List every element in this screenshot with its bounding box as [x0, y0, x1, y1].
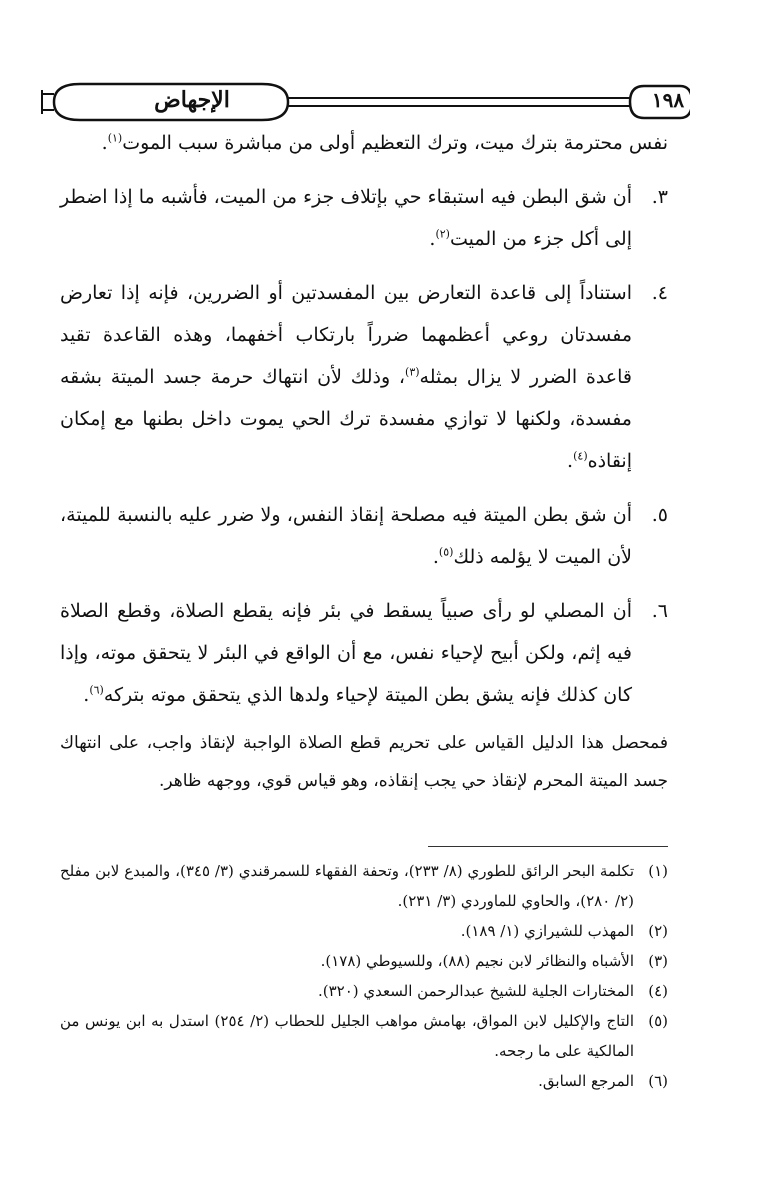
footnote-ref: (٣)	[405, 365, 420, 379]
footnote	[60, 916, 668, 946]
footnote-number: (١)	[648, 862, 668, 880]
footnote	[60, 946, 668, 976]
footnote	[60, 856, 668, 916]
item-number: ٤.	[651, 282, 668, 304]
footnote-number: (٦)	[648, 1072, 668, 1090]
footnote-number: (٣)	[648, 952, 668, 970]
running-header	[40, 78, 690, 126]
list-item: ٣. أن شق البطن فيه استبقاء حي بإتلاف جزء من الميت، فأشبه ما إذا اضطر إلى أكل جزء من الميت$^{(٢)}$.	[60, 176, 668, 272]
footnote-ref: (٤)	[573, 449, 588, 463]
footnote	[60, 1006, 668, 1066]
item-number: ٦.	[651, 600, 668, 622]
footnote-text: تكلمة البحر الرائق للطوري (٨/ ٢٣٣)، وتحفة الفقهاء للسمرقندي (٣/ ٣٤٥)، والمبدع لابن مفلح (٢/ ٢٨٠)، والحاوي للماوردي (٣/ ٢٣١).	[60, 862, 635, 910]
footnote-separator	[428, 846, 668, 847]
item-text: أن المصلي لو رأى صبياً يسقط في بئر فإنه يقطع الصلاة، وقطع الصلاة فيه إثم، ولكن أبيح لإحياء نفس، مع أن الواقع في البئر لا يتحقق موته، وإذا كان كذلك فإنه يشق بطن الميتة لإحياء ولدها الذي يتحقق موته بتركه	[60, 600, 632, 706]
footnote-number: (٥)	[648, 1012, 668, 1030]
footnote-text: المختارات الجلية للشيخ عبدالرحمن السعدي (٣٢٠).	[318, 982, 634, 1000]
footnote-ref: (٦)	[89, 683, 104, 697]
list-item: ٥. أن شق بطن الميتة فيه مصلحة إنقاذ النفس، ولا ضرر عليه بالنسبة للميتة، لأن الميت لا يؤلمه ذلك$^{(٥)}$.	[60, 494, 668, 590]
item-text: استناداً إلى قاعدة التعارض بين المفسدتين أو الضررين، فإنه إذا تعارض مفسدتان روعي أعظمهما ضرراً بارتكاب أخفهما، وهذه القاعدة تقيد قاعدة الضرر لا يزال بمثله	[60, 282, 633, 388]
footnote-text: الأشباه والنظائر لابن نجيم (٨٨)، وللسيوطي (١٧٨).	[320, 952, 634, 970]
footnote-text: التاج والإكليل لابن المواق، بهامش مواهب الجليل للحطاب (٢/ ٢٥٤) استدل به ابن يونس من المالكية على ما رجحه.	[60, 1012, 634, 1060]
footnote-text: المهذب للشيرازي (١/ ١٨٩).	[460, 922, 634, 940]
item-text-continued: ، وذلك لأن انتهاك حرمة جسد الميتة بشقه مفسدة، ولكنها لا توازي مفسدة ترك الحي يموت داخل بطنها مع إمكان إنقاذه	[60, 366, 632, 472]
summary-paragraph: فمحصل هذا الدليل القياس على تحريم قطع الصلاة الواجبة لإنقاذ واجب، على انتهاك جسد الميتة المحرم لإنقاذ حي يجب إنقاذه، وهو قياس قوي، ووجهه ظاهر.	[60, 733, 668, 791]
chapter-title: الإجهاض	[154, 87, 230, 113]
intro-text: نفس محترمة بترك ميت، وترك التعظيم أولى من مباشرة سبب الموت	[122, 132, 668, 154]
paragraph-intro: نفس محترمة بترك ميت، وترك التعظيم أولى من مباشرة سبب الموت$^{(١)}$.	[101, 131, 668, 154]
footnote-ref: (٢)	[435, 227, 450, 241]
footnote-ref: (١)	[107, 131, 123, 145]
list-item: ٦. أن المصلي لو رأى صبياً يسقط في بئر فإنه يقطع الصلاة، وقطع الصلاة فيه إثم، ولكن أبيح لإحياء نفس، مع أن الواقع في البئر لا يتحقق موته، وإذا كان كذلك فإنه يشق بطن الميتة لإحياء ولدها الذي يتحقق موته بتركه$^{(٦)}$.	[60, 590, 668, 728]
item-number: ٥.	[651, 504, 668, 526]
footnote	[60, 1066, 668, 1096]
footnotes	[60, 856, 668, 1096]
footnote	[60, 976, 668, 1006]
page-number: ١٩٨	[651, 88, 685, 112]
footnote-ref: (٥)	[438, 545, 454, 559]
main-text	[60, 122, 668, 812]
item-text: أن شق بطن الميتة فيه مصلحة إنقاذ النفس، ولا ضرر عليه بالنسبة للميتة، لأن الميت لا يؤلمه ذلك	[60, 504, 632, 568]
footnote-number: (٤)	[648, 982, 668, 1000]
list-item: ٤. استناداً إلى قاعدة التعارض بين المفسدتين أو الضررين، فإنه إذا تعارض مفسدتان روعي أعظمهما ضرراً بارتكاب أخفهما، وهذه القاعدة تقيد قاعدة الضرر لا يزال بمثله$^{(٣)}$، وذلك لأن انتهاك حرمة جسد الميتة بشقه مفسدة، ولكنها لا توازي مفسدة ترك الحي يموت داخل بطنها مع إمكان إنقاذه$^{(٤)}$.	[60, 272, 668, 494]
item-number: ٣.	[651, 186, 668, 208]
item-text: أن شق البطن فيه استبقاء حي بإتلاف جزء من الميت، فأشبه ما إذا اضطر إلى أكل جزء من الميت	[60, 186, 632, 250]
footnote-text: المرجع السابق.	[538, 1072, 634, 1090]
footnote-number: (٢)	[648, 922, 668, 940]
